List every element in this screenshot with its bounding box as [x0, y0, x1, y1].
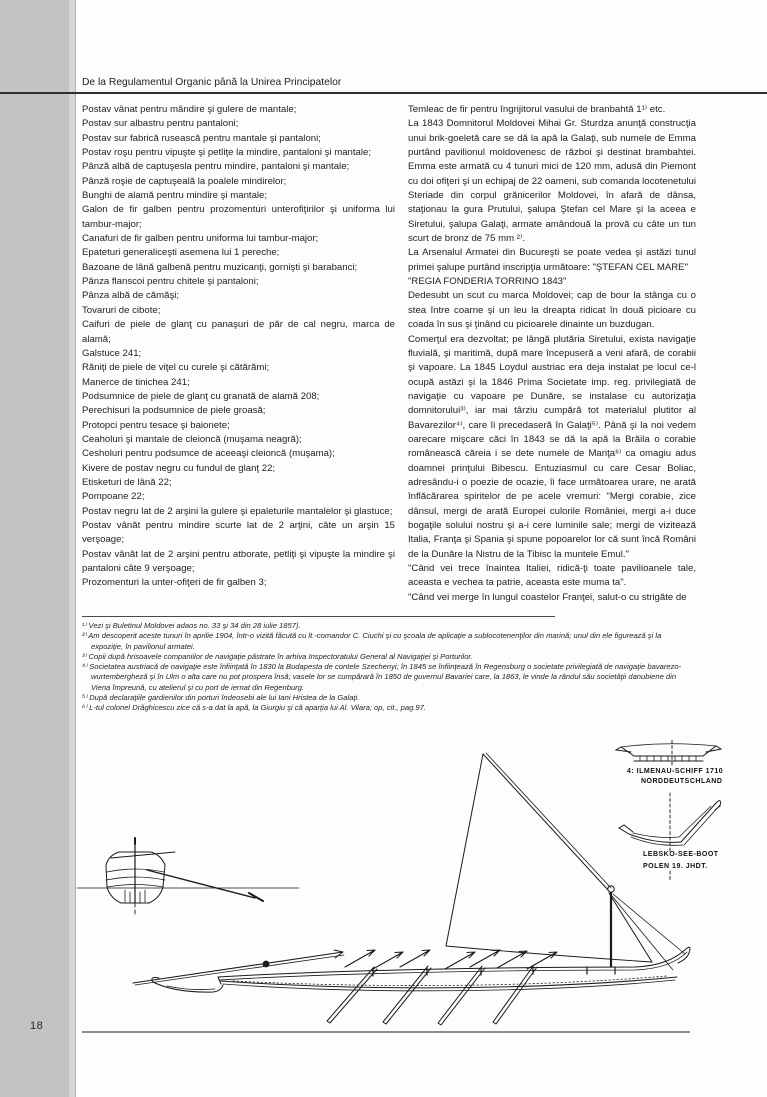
figure-bow-view: [77, 838, 299, 916]
supply-list-item: Pompoane 22;: [82, 491, 145, 503]
footnote: [82, 662, 694, 693]
footnote: [82, 703, 694, 713]
footnote-text: Am descoperit aceste tunuri în aprilie 1904, într-o vizită făcută cu lt.-comandor C. Ciuchi şi cu şcoala de aplicaţie a sublocotenenţilor din marină; unul din ele figurează şi la expoziţie, în pavilionul armatei.: [88, 631, 662, 651]
footnote-marker: ³⁾: [82, 651, 87, 661]
supply-list-item: Pânza flanscoi pentru chitele şi pantaloni;: [82, 276, 259, 288]
supply-list-item: Postav vânat pentru mândire şi gulere de mantale;: [82, 104, 297, 115]
supply-list-item: Podsumnice de piele de glanţ cu granată de alamă 208;: [82, 390, 320, 402]
footnote-text: L-tul colonel Drăghicescu zice că s-a dat la apă, la Giurgiu şi că aparţia lui Al. Vilara; op, cit., pag.97.: [89, 703, 426, 713]
footnote-marker: ⁴⁾: [82, 662, 88, 672]
footnote: [82, 621, 694, 631]
supply-list-item: Pânza albă de cămăşi;: [82, 290, 180, 302]
paragraph: "REGIA FONDERIA TORRINO 1843": [408, 276, 567, 288]
supply-list-item: Postav roşu pentru vipuşte şi petliţe la mindire, pantaloni şi mantale;: [82, 147, 372, 159]
footnote-marker: ¹⁾: [82, 621, 87, 630]
footnote: [82, 693, 694, 703]
lebsko-label-line2: POLEN 19. JHDT.: [643, 863, 708, 870]
page-number: 18: [30, 1020, 44, 1032]
supply-list-item: Pânză albă de captuşesla pentru mindire, pantaloni şi mantale;: [82, 161, 350, 173]
ilmenau-label-line1: 4: ILMENAU-SCHIFF 1710: [627, 768, 724, 775]
supply-list-item: Perechisuri la podsumnice de piele groasă;: [82, 405, 266, 417]
supply-list-item: Protopci pentru tesace şi baionete;: [82, 419, 230, 431]
right-column: [408, 103, 696, 605]
bottom-rule: [82, 1031, 690, 1033]
header-rule: [0, 92, 767, 94]
supply-list-item: Postav negru lat de 2 arşini la gulere şi epaleturile mantalelor şi glastuce;: [82, 505, 393, 517]
supply-list-item: Bazoane de lână galbenă pentru muzicanţi, gornişti şi barabanci;: [82, 261, 358, 273]
supply-list-item: Cesholuri pentru podsumce de aceeaşi cleioncă (muşama);: [82, 448, 335, 460]
supply-list-item: Kivere de postav negru cu fundul de glanţ 22;: [82, 462, 276, 474]
paragraph: La Arsenalul Armatei din Bucureşti se poate vedea şi astăzi tunul primei şalupe purtând inscripţia următoare: "ŞTEFAN CEL MARE": [408, 247, 696, 273]
supply-list-item: Etisketuri de lână 22;: [82, 476, 172, 488]
paragraph: Temleac de fir pentru îngrijitorul vasului de branbahtă 1¹⁾ etc.: [408, 104, 666, 115]
paragraph: Dedesubt un scut cu marca Moldovei; cap de bour la stânga cu o stea între coarne şi un leu la dreapta ridicat în două picioare cu coada în sus şi ţinând cu picioarele dinainte un buzdugan.: [408, 290, 696, 331]
figures-drawing: [75, 740, 767, 1050]
supply-list-item: Canafuri de fir galben pentru uniforma lui tambur-major;: [82, 233, 319, 245]
supply-list-item: Răniţi de piele de viţel cu curele şi cătărămi;: [82, 362, 270, 374]
footnote: [82, 631, 694, 652]
supply-list-item: Manerce de tinichea 241;: [82, 376, 190, 388]
footnote-text: Copii după hrisoavele companiilor de navigaţie păstrate în arhiva Inspectoratului General al Navigaţiei şi Porturilor.: [88, 651, 473, 661]
footnote-text: Vezi şi Buletinul Moldovei adaos no. 33 şi 34 din 28 iulie 1857).: [88, 621, 301, 630]
supply-list-item: Tovaruri de cibote;: [82, 304, 161, 316]
supply-list-item: Postav sur fabrică rusească pentru mantale şi pantaloni;: [82, 132, 321, 144]
footnote-separator: [82, 616, 555, 617]
footnote-marker: ⁶⁾: [82, 703, 88, 713]
supply-list-item: Epateturi generaliceşti asemena lui 1 pereche;: [82, 247, 280, 259]
figure-ilmenau-cross-section: [616, 740, 721, 766]
supply-list-item: Bunghi de alamă pentru mindire şi mantale;: [82, 190, 268, 202]
supply-list-item: Galstuce 241;: [82, 347, 142, 359]
footnote: [82, 652, 694, 662]
footnote-marker: ²⁾: [82, 631, 87, 641]
scan-gutter: [0, 0, 76, 1097]
figure-rowing-boat-side-view: [133, 753, 690, 1025]
paragraph: La 1843 Domnitorul Moldovei Mihai Gr. Sturdza anunţă construcţia unui brik-goeletă care se dă la apă la Galaţi, sub numele de Emma purtând pavilionul moldovenesc de război şi destinat brambahtei. Emma este armată cu 4 tunuri mici de 120 mm, adusă din Piemont cu doi ofiţeri şi un echipaj de 22 oameni, sub comanda locotenetului Steriade din corpul grănicerilor Moldovei, în afară de dânsa, staţionau la gura Prutului, şalupa Ştefan cel Mare şi la aceea e Siretului, şalupa Galaţi, armate amândouă la provă cu câte un tun scurt de bronz de 75 mm ²⁾.: [408, 118, 696, 245]
footnote-text: După declaraţiile gardienilor din porturi îndeosebi ale lui Iani Hristea de la Galaţi.: [89, 693, 360, 703]
supply-list-item: Prozomenturi la unter-ofiţeri de fir galben 3;: [82, 577, 267, 589]
ilmenau-label-line2: NORDDEUTSCHLAND: [641, 778, 723, 785]
left-column: [82, 103, 395, 591]
supply-list-item: Ceaholuri şi mantale de cleioncă (muşama neagră);: [82, 433, 302, 445]
supply-list-item: Postav vânăt lat de 2 arşini pentru atborate, petliţi şi vipuşte la mindire şi pantaloni câte 9 verşoage;: [82, 548, 395, 574]
paragraph: Comerţul era dezvoltat; pe lângă plutăria Siretului, exista navigaţie fluvială, şi maritimă, după mare începuseră a veni afară, de corabii şi vapoare. La 1845 Loydul austriac era deja instalat pe locul ce-l ocupă astăzi şi la 1846 Prima Societate imp. reg. privilegiată de navigaţie cu vapoare pe Dunăre, se instalase cu autorizaţia domnitorului³⁾, iar mai târziu cumpără tot materialul plutitor al Bavarezilor⁴⁾, care îi precedaseră în Galaţi⁵⁾. Până şi la noi vedem oarecare mişcare căci în 1843 se dă la apă la Brăila o corabie românească căreia i se dete numele de Mariţa⁶⁾ ca omagiu adus doamnei prinţului Bibescu. Entuziasmul cu care Cesar Boliac, adresându-i o poezie de ocazie, îi face următoarea urare, ne arată înflăcărarea spiritelor de pe acele vremuri: "Mergi corabie, zice dânsul, mergi de arată Europei culorile României, mergi a-i duce bogaţile solului nostru şi a-i cere luminile sale; mergi de vizitează Italia, Franţa şi Spania şi spune popoarelor lor că sunt încă Români de la Dunăre la Nistru de la Tibisc la muntele Emul.": [408, 333, 696, 560]
supply-list-item: Pânză roşie de captuşeală la poalele mindirelor;: [82, 175, 287, 187]
footnotes: [82, 621, 694, 714]
supply-list-item: Postav vânăt pentru mindire scurte lat de 2 arţini, câte un arşin 15 verşoage;: [82, 519, 395, 546]
lebsko-label-line1: LEBSKO-SEE-BOOT: [643, 851, 719, 858]
supply-list-item: Galon de fir galben pentru prozomenturi unterofiţirilor şi uniforma lui tambur-major;: [82, 204, 395, 230]
paragraph: "Când vei trece înaintea Italiei, ridică-ţi toate pavilioanele tale, aceasta e vechea ta patrie, aceasta este muma ta".: [408, 563, 696, 589]
running-header: De la Regulamentul Organic până la Unirea Principatelor: [82, 77, 342, 88]
supply-list-item: Postav sur albastru pentru pantaloni;: [82, 118, 239, 130]
footnote-marker: ⁵⁾: [82, 693, 88, 703]
paragraph: "Când vei merge în lungul coastelor Franţei, salut-o cu strigăte de: [408, 591, 687, 603]
supply-list-item: Caifuri de piele de glanţ cu panaşuri de păr de cal negru, marca de alamă;: [82, 319, 395, 345]
footnote-text: Societatea austriacă de navigaţie este înfiinţată în 1830 la Budapesta de contele Szechenyi; în 1845 se înfiinţează în Regensburg o societate privilegiată de navigaţie bavarezo-wurtembergheză şi în Ulm o alta care nu pot prospera însă; vasele lor se cumpărară în 1850 de guvernul Bavariei care, la 1863, le vinde la rândul său societăţii danubiene din Viena împreună, cu atelierul şi cu port de iernat din Regenburg.: [89, 662, 682, 692]
